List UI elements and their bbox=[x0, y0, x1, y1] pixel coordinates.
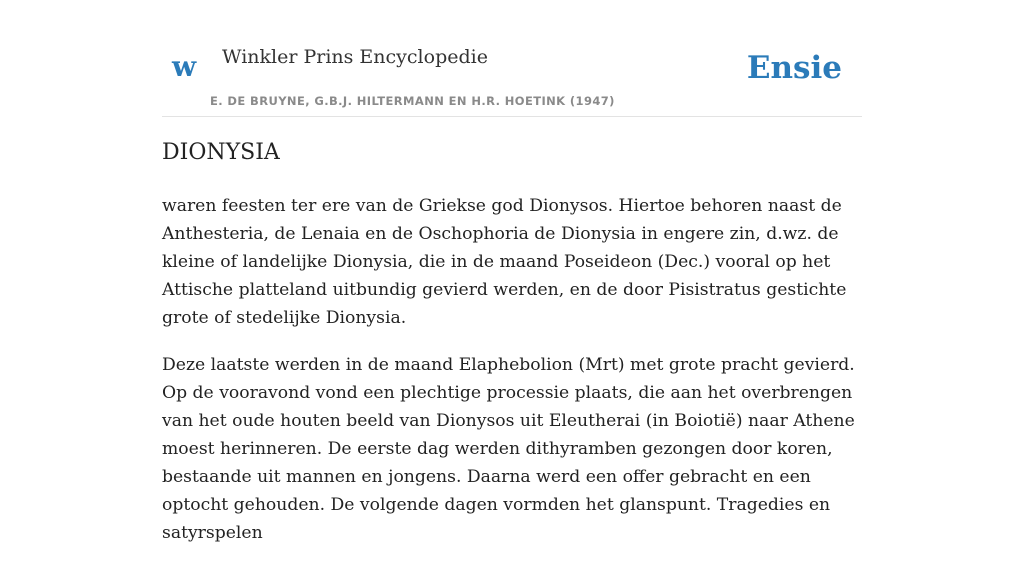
publication-authors: E. DE BRUYNE, G.B.J. HILTERMANN EN H.R. HOETINK (1947) bbox=[210, 94, 615, 108]
entry-paragraph: Deze laatste werden in de maand Elaphebolion (Mrt) met grote pracht gevierd. Op de vooravond vond een plechtige processie plaats, die aan het overbrengen van het oude houten beeld van Dionysos uit Eleutherai (in Boiotië) naar Athene moest herinneren. De eerste dag werden dithyramben gezongen door koren, bestaande uit mannen en jongens. Daarna werd een offer gebracht en een optocht gehouden. De volgende dagen vormden het glanspunt. Tragedies en satyrspelen bbox=[162, 355, 855, 543]
entry-content bbox=[162, 192, 862, 566]
entry-title: DIONYSIA bbox=[162, 140, 280, 165]
publication-title[interactable]: Winkler Prins Encyclopedie bbox=[222, 46, 488, 68]
ensie-brand-logo[interactable]: Ensie bbox=[746, 50, 842, 86]
entry-paragraph: waren feesten ter ere van de Griekse god Dionysos. Hiertoe behoren naast de Anthesteria, de Lenaia en de Oschophoria de Dionysia in engere zin, d.wz. de kleine of landelijke Dionysia, die in de maand Poseideon (Dec.) vooral op het Attische platteland uitbundig gevierd werden, en de door Pisistratus gestichte grote of stedelijke Dionysia. bbox=[162, 196, 847, 328]
site-header bbox=[162, 0, 862, 117]
publication-logo[interactable]: w bbox=[172, 50, 197, 83]
